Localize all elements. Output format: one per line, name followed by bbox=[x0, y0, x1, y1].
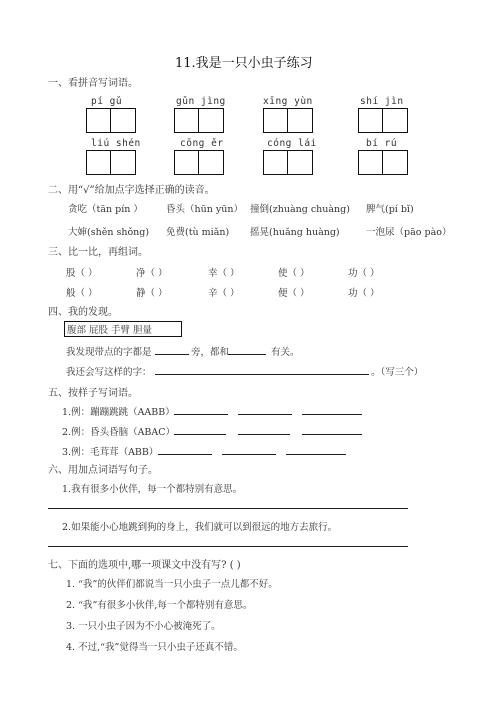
word-box-text: 腹部 屁股 手臂 胆量 bbox=[67, 325, 153, 336]
write-grid-2[interactable] bbox=[174, 108, 224, 133]
answer-blank[interactable] bbox=[155, 354, 189, 355]
compare-word-4: 使（ ） bbox=[278, 268, 310, 279]
answer-blank[interactable] bbox=[158, 454, 212, 455]
reading-choice-3: 撞倒(zhuàng chuàng) bbox=[250, 204, 350, 215]
choice-option-1: 1. “我”的伙伴们都说当一只小虫子一点儿都不好。 bbox=[66, 579, 278, 590]
compare-word-2: 净（ ） bbox=[136, 268, 168, 279]
answer-blank[interactable] bbox=[222, 454, 276, 455]
compare-word-10: 功（ ） bbox=[348, 288, 380, 299]
write-grid-3[interactable] bbox=[263, 108, 313, 133]
pattern-example-2: 2.例：昏头昏脑（ABAC） bbox=[62, 427, 176, 438]
pinyin-6: cōng ěr bbox=[180, 138, 224, 149]
pinyin-4: shí jìn bbox=[360, 96, 404, 107]
reading-choice-5: 大婶(shěn shǒng) bbox=[68, 227, 150, 238]
write-grid-1[interactable] bbox=[86, 108, 136, 133]
answer-blank[interactable] bbox=[302, 434, 362, 435]
section-3-heading: 三、比一比，再组词。 bbox=[48, 247, 148, 258]
compare-word-3: 幸（ ） bbox=[208, 268, 240, 279]
pattern-example-3: 3.例：毛茸茸（ABB） bbox=[62, 447, 159, 458]
write-grid-5[interactable] bbox=[86, 150, 136, 175]
answer-blank[interactable] bbox=[238, 434, 290, 435]
reading-choice-2: 昏头（hūn yūn） bbox=[166, 204, 243, 215]
write-grid-8[interactable] bbox=[358, 150, 408, 175]
choice-option-3: 3. 一只小虫子因为不小心被淹死了。 bbox=[66, 621, 221, 632]
section-5-heading: 五、按样子写词语。 bbox=[48, 388, 138, 399]
compare-word-6: 般（ ） bbox=[66, 288, 98, 299]
discovery-line-1c: 有关。 bbox=[271, 347, 300, 358]
discovery-line-2b: 。（写三个） bbox=[371, 367, 424, 378]
write-grid-4[interactable] bbox=[358, 108, 408, 133]
reading-choice-1: 贪吃（tān pín ） bbox=[68, 204, 143, 215]
write-grid-7[interactable] bbox=[263, 150, 313, 175]
pinyin-2: gǔn jìng bbox=[176, 96, 226, 107]
reading-choice-4: 脾气(pí bǐ) bbox=[366, 204, 414, 215]
section-6-heading: 六、用加点词语写句子。 bbox=[48, 465, 158, 476]
discovery-line-1a: 我发现带点的字都是 bbox=[66, 347, 152, 358]
choice-option-2: 2. “我”有很多小伙伴,每一个都特别有意思。 bbox=[66, 600, 253, 611]
pattern-example-1: 1.例：蹦蹦跳跳（AABB） bbox=[62, 407, 175, 418]
reading-choice-7: 摇晃(huǎng huàng) bbox=[250, 227, 340, 238]
discovery-line-2a: 我还会写这样的字： bbox=[66, 367, 152, 378]
answer-blank[interactable] bbox=[302, 414, 362, 415]
pinyin-8: bí rú bbox=[366, 138, 398, 149]
answer-blank[interactable] bbox=[228, 354, 266, 355]
answer-blank[interactable] bbox=[286, 454, 346, 455]
answer-blank[interactable] bbox=[155, 374, 369, 375]
sentence-prompt-2: 2.如果能小心地跳到狗的身上，我们就可以到很远的地方去旅行。 bbox=[62, 522, 338, 533]
compare-word-8: 辛（ ） bbox=[208, 288, 240, 299]
pinyin-5: liú shén bbox=[91, 138, 141, 149]
answer-blank[interactable] bbox=[174, 434, 226, 435]
pinyin-3: xīng yùn bbox=[263, 96, 313, 107]
section-7-heading: 七、下面的选项中,哪一项课文中没有写? ( ) bbox=[48, 560, 241, 571]
reading-choice-8: 一泡尿（pāo pào） bbox=[366, 227, 452, 238]
compare-word-9: 便（ ） bbox=[278, 288, 310, 299]
answer-blank[interactable] bbox=[238, 414, 292, 415]
answer-line[interactable] bbox=[48, 508, 408, 509]
choice-option-4: 4. 不过,“我”觉得当一只小虫子还真不错。 bbox=[66, 642, 243, 653]
compare-word-1: 股（ ） bbox=[66, 268, 98, 279]
discovery-line-1b: 旁，都和 bbox=[191, 347, 230, 358]
write-grid-6[interactable] bbox=[174, 150, 224, 175]
answer-blank[interactable] bbox=[174, 414, 228, 415]
page-title: 11.我是一只小虫子练习 bbox=[175, 56, 313, 71]
sentence-prompt-1: 1.我有很多小伙伴，每一个都特别有意思。 bbox=[62, 484, 243, 495]
section-2-heading: 二、用“√”给加点字选择正确的读音。 bbox=[48, 185, 215, 196]
compare-word-5: 功（ ） bbox=[348, 268, 380, 279]
pinyin-7: cóng lái bbox=[267, 138, 317, 149]
section-4-heading: 四、我的发现。 bbox=[48, 307, 118, 318]
answer-line[interactable] bbox=[48, 546, 408, 547]
pinyin-1: pí gǔ bbox=[91, 96, 123, 107]
section-1-heading: 一、看拼音写词语。 bbox=[48, 78, 138, 89]
reading-choice-6: 免费(tù miǎn) bbox=[166, 227, 230, 238]
compare-word-7: 静（ ） bbox=[136, 288, 168, 299]
